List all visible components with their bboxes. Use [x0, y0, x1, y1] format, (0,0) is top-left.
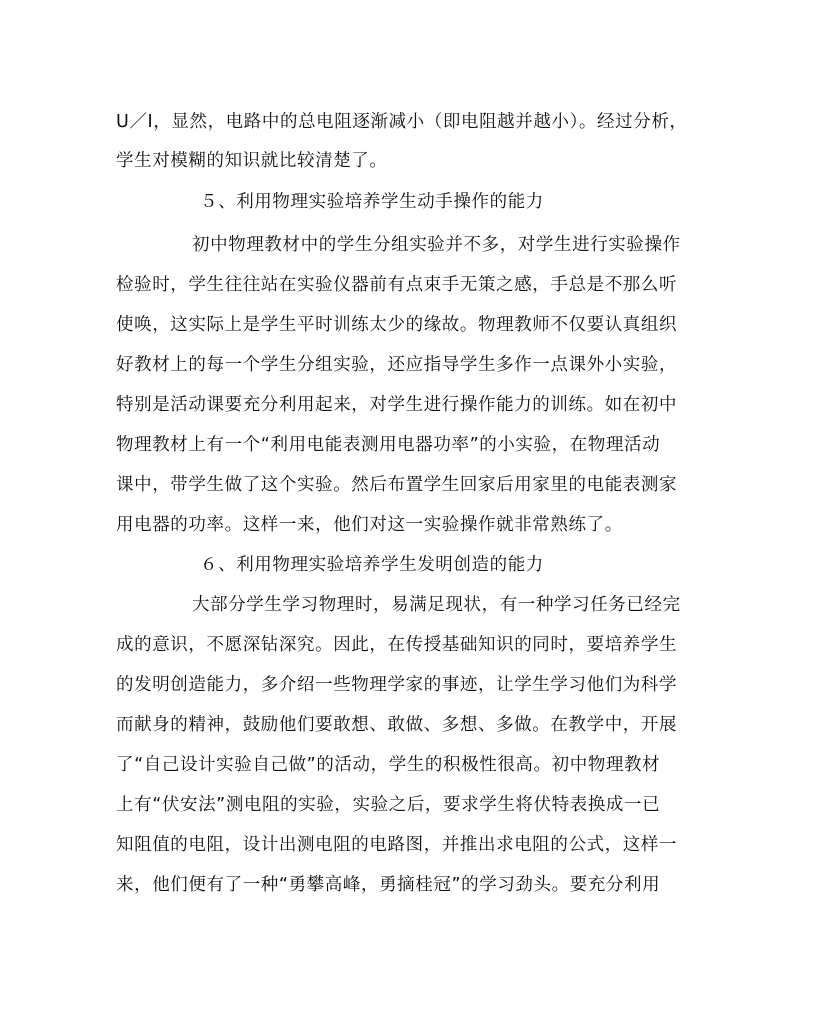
text-line-15: 的发明创造能力，多介绍一些物理学家的事迹，让学生学习他们为科学: [116, 675, 678, 695]
text-line-14: 成的意识，不愿深钻深究。因此，在传授基础知识的同时，要培养学生: [116, 635, 678, 655]
text-line-17: 了“自己设计实验自己做”的活动，学生的积极性很高。初中物理教材: [116, 755, 661, 775]
text-line-8: 特别是活动课要充分利用起来，对学生进行操作能力的训练。如在初中: [116, 395, 678, 415]
text-line-13: 大部分学生学习物理时，易满足现状，有一种学习任务已经完: [192, 595, 681, 615]
text-line-20: 来，他们便有了一种“勇攀高峰，勇摘桂冠”的学习劲头。要充分利用: [116, 875, 661, 895]
text-line-2: 学生对模糊的知识就比较清楚了。: [116, 151, 388, 171]
text-line-6: 使唤，这实际上是学生平时训练太少的缘故。物理教师不仅要认真组织: [116, 315, 678, 335]
section-heading-5: ５、利用物理实验培养学生动手操作的能力: [200, 192, 544, 212]
text-line-19: 知阻值的电阻，设计出测电阻的电路图，并推出求电阻的公式，这样一: [116, 835, 678, 855]
text-line-9: 物理教材上有一个“利用电能表测用电器功率”的小实验，在物理活动: [116, 435, 661, 455]
text-line-5: 检验时，学生往往站在实验仪器前有点束手无策之感，手总是不那么听: [116, 275, 678, 295]
text-line-1: U／I，显然，电路中的总电阻逐渐减小（即电阻越并越小）。经过分析，: [116, 112, 688, 132]
text-line-7: 好教材上的每一个学生分组实验，还应指导学生多作一点课外小实验，: [116, 355, 678, 375]
text-line-16: 而献身的精神，鼓励他们要敢想、敢做、多想、多做。在教学中，开展: [116, 715, 678, 735]
text-line-4: 初中物理教材中的学生分组实验并不多，对学生进行实验操作: [192, 235, 681, 255]
text-line-11: 用电器的功率。这样一来，他们对这一实验操作就非常熟练了。: [116, 515, 623, 535]
text-line-18: 上有“伏安法”测电阻的实验，实验之后，要求学生将伏特表换成一已: [116, 795, 661, 815]
text-line-10: 课中，带学生做了这个实验。然后布置学生回家后用家里的电能表测家: [116, 475, 678, 495]
section-heading-6: ６、利用物理实验培养学生发明创造的能力: [200, 555, 544, 575]
